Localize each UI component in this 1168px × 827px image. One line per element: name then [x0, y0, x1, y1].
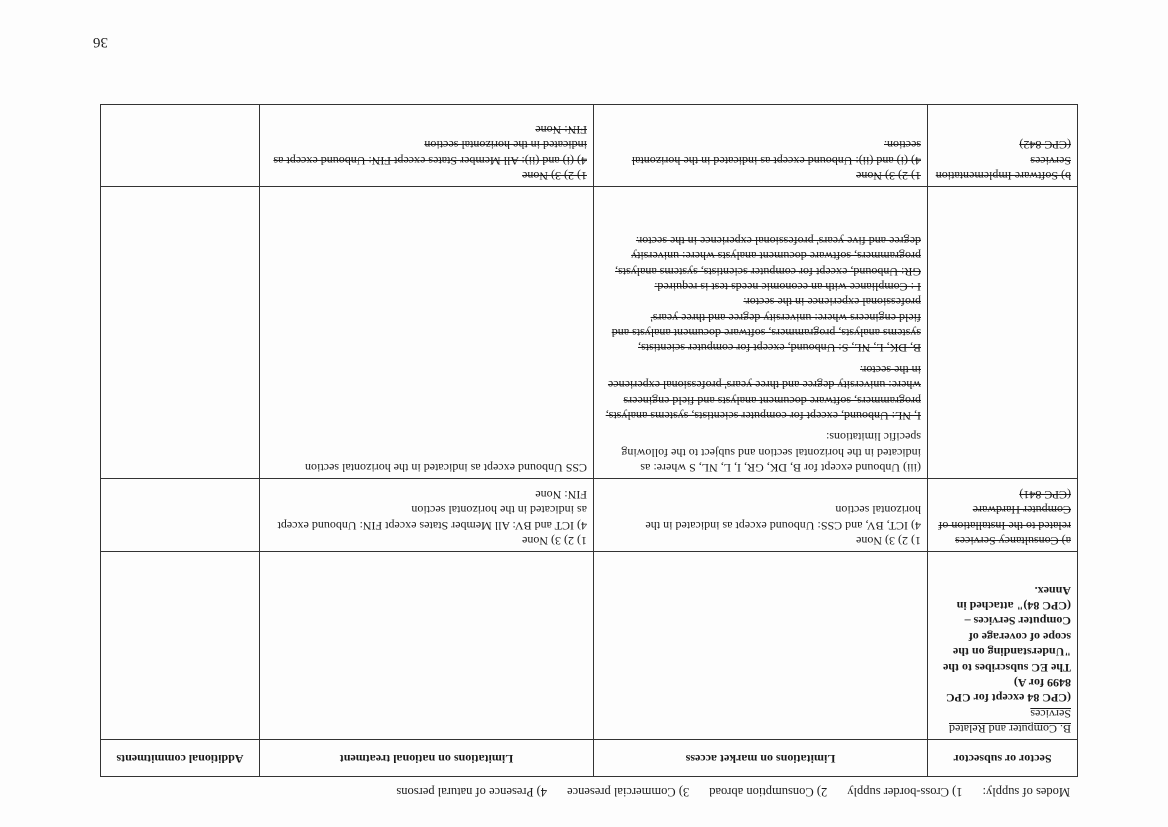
market-access-cell [594, 552, 928, 740]
sector-scope: (CPC 84 except for CPC 8499 for A) [945, 675, 1071, 706]
additional-cell [101, 552, 260, 740]
nt-modes-1-3: 1) 2) 3) None [522, 169, 587, 183]
table-row [101, 479, 1078, 552]
sector-cpc-841: (CPC 841) [1019, 487, 1071, 502]
sector-cell [928, 105, 1078, 187]
ma-i-nl: I, NL: Unbound, except for computer scientists, systems analysts, programmers, software document analysts and field engineers where: university degree and three years' professional experience in the sector. [605, 362, 921, 423]
commitments-table [100, 104, 1078, 777]
national-treatment-cell [260, 552, 594, 740]
sector-software: b) Software Implementation Services [935, 153, 1071, 183]
market-access-cell [594, 187, 928, 479]
sector-cell [928, 552, 1078, 740]
national-treatment-cell [260, 187, 594, 479]
mode-3: 3) Commercial presence [567, 785, 690, 799]
header-sector: Sector or subsector [928, 740, 1078, 777]
sector-cell [928, 479, 1078, 552]
modes-of-supply [90, 784, 1070, 799]
ma-mode-4: 4) (i) and (ii): Unbound except as indicated in the horizontal section. [631, 138, 921, 168]
sector-consultancy: a) Consultancy Services related to the Installation of Computer Hardware [938, 503, 1071, 548]
mode-2: 2) Consumption abroad [709, 785, 828, 799]
ma-gr: GR: Unbound, except for computer scientists, systems analysts, programmers, software document analysts where: university degree and five years' professional experience in the sector. [615, 233, 921, 279]
header-national-treatment: Limitations on national treatment [260, 740, 594, 777]
table-row [101, 105, 1078, 187]
ma-iii: (iii) Unbound except for B, DK, GR, I, L, NL, S where: as indicated in the horizontal section and subject to the following specific limitations: [621, 430, 921, 475]
mode-1: 1) Cross-border supply [847, 785, 963, 799]
additional-cell [101, 479, 260, 552]
nt-fin: FIN: None [535, 487, 587, 502]
nt-css: CSS Unbound except as indicated in the horizontal section [305, 461, 587, 475]
nt-fin: FIN: None [535, 122, 587, 137]
nt-mode-4: 4) (i) and (ii): All Member States except FIN: Unbound except as indicated in the horizontal section [273, 138, 587, 168]
sector-cell [928, 187, 1078, 479]
sector-understanding: The EC subscribes to the "Understanding on the scope of coverage of Computer Services – (CPC 84)" attached in Annex. [942, 583, 1071, 675]
sector-title: B. Computer and Related Services [949, 706, 1071, 736]
additional-cell [101, 105, 260, 187]
nt-mode-4: 4) ICT and BV: All Member States except FIN: Unbound except as indicated in the horizontal section [277, 503, 587, 533]
national-treatment-cell [260, 105, 594, 187]
sector-cpc-842: (CPC 842) [1019, 138, 1071, 153]
market-access-cell [594, 479, 928, 552]
table-row [101, 187, 1078, 479]
ma-mode-4: 4) ICT, BV, and CSS: Unbound except as indicated in the horizontal section [645, 503, 921, 533]
market-access-cell [594, 105, 928, 187]
page-number: 36 [93, 34, 108, 50]
ma-modes-1-3: 1) 2) 3) None [856, 534, 921, 548]
mode-4: 4) Presence of natural persons [396, 785, 548, 799]
header-additional: Additional commitments [101, 740, 260, 777]
additional-cell [101, 187, 260, 479]
nt-modes-1-3: 1) 2) 3) None [522, 534, 587, 548]
ma-modes-1-3: 1) 2) 3) None [856, 169, 921, 183]
national-treatment-cell [260, 479, 594, 552]
ma-b-dk: B, DK, L, NL, S: Unbound, except for computer scientists, systems analysts, programmers, software document analysts and field engineers where: university degree and three years' professional experience in the sector. [611, 295, 921, 356]
table-header-row [101, 740, 1078, 777]
ma-i-enc: I : Compliance with an economic needs test is required. [654, 280, 921, 295]
table-row [101, 552, 1078, 740]
modes-label: Modes of supply: [982, 785, 1070, 799]
header-market-access: Limitations on market access [594, 740, 928, 777]
